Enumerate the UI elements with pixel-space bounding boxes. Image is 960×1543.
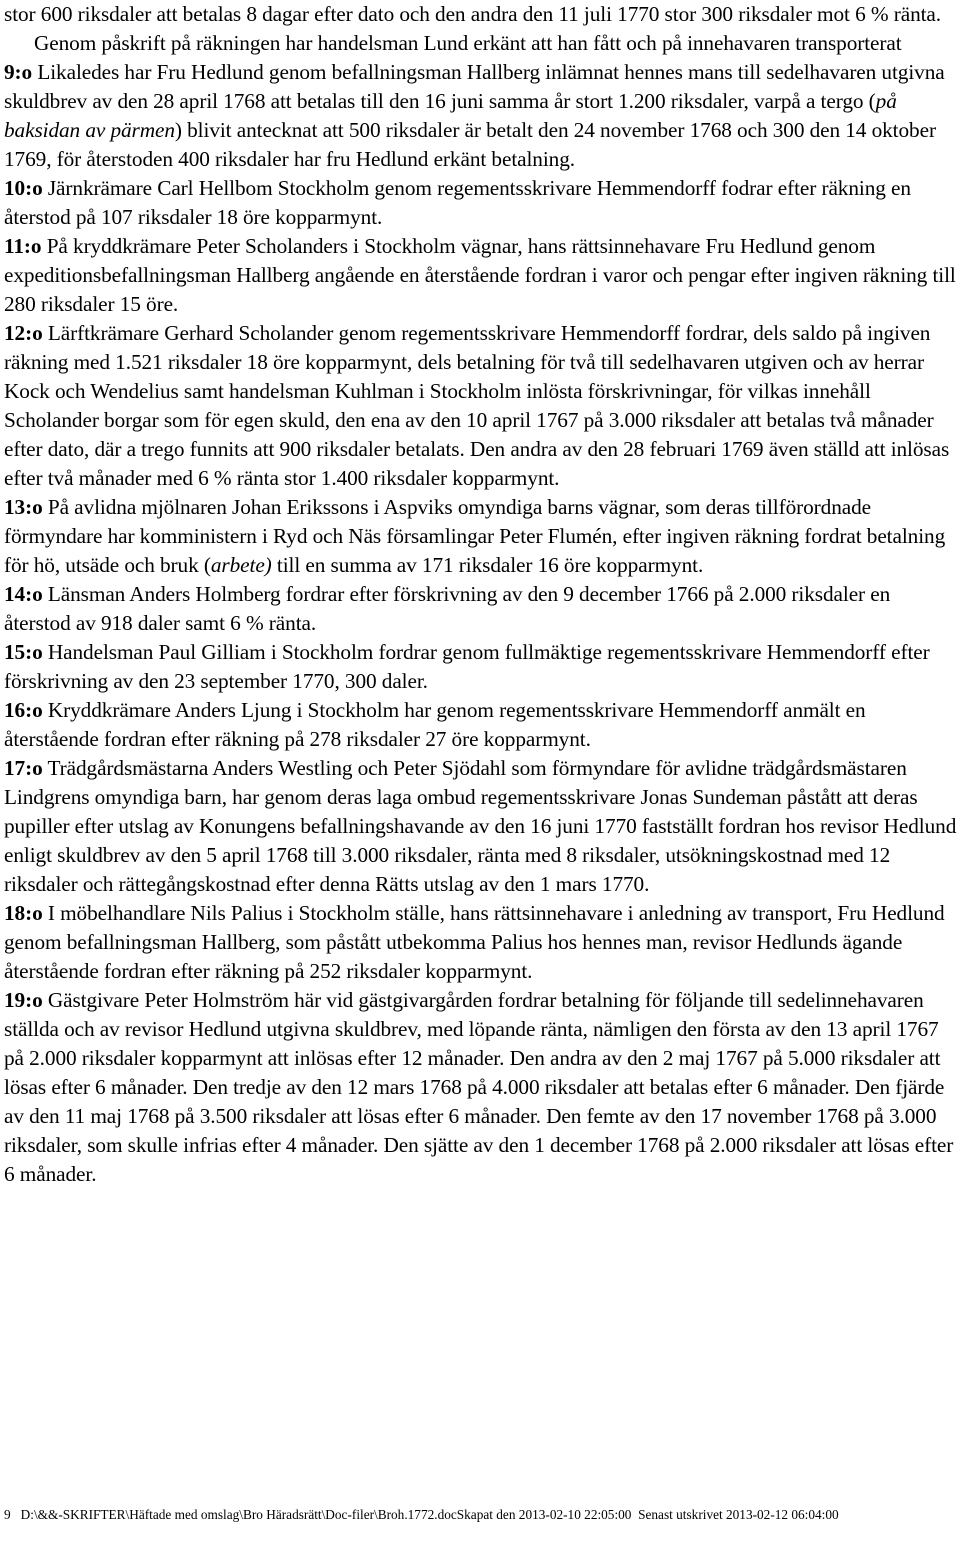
- paragraph-text-cont: ) blivit antecknat att 500 riksdaler är betalt den 24 november 1768 och 300 den 14 oktober 1769, för återstoden 400 riksdaler har fru Hedlund erkänt betalning.: [4, 118, 936, 171]
- document-body: [4, 0, 958, 1189]
- paragraph-text: Kryddkrämare Anders Ljung i Stockholm har genom regementsskrivare Hemmendorff anmält en återstående fordran efter räkning på 278 riksdaler 27 öre kopparmynt.: [4, 698, 866, 751]
- paragraph-text: På kryddkrämare Peter Scholanders i Stockholm vägnar, hans rättsinnehavare Fru Hedlund genom expeditionsbefallningsman Hallberg angående en återstående fordran i varor och pengar efter ingiven räkning till 280 riksdaler 15 öre.: [4, 234, 956, 316]
- paragraph-text: Järnkrämare Carl Hellbom Stockholm genom regementsskrivare Hemmendorff fodrar efter räkning en återstod på 107 riksdaler 18 öre kopparmynt.: [4, 176, 911, 229]
- paragraph-12: [4, 319, 958, 493]
- paragraph-text: Genom påskrift på räkningen har handelsman Lund erkänt att han fått och på innehavaren transporterat: [34, 31, 902, 55]
- paragraph-17: [4, 754, 958, 899]
- paragraph-italic: arbete): [210, 553, 272, 577]
- item-number: 13:o: [4, 495, 43, 519]
- paragraph-text: På avlidna mjölnaren Johan Erikssons i Aspviks omyndiga barns vägnar, som deras tillförordnade förmyndare har komministern i Ryd och Näs församlingar Peter Flumén, efter ingiven räkning fordrat betalning för hö, utsäde och bruk (: [4, 495, 946, 577]
- paragraph-16: [4, 696, 958, 754]
- item-number: 19:o: [4, 988, 43, 1012]
- item-number: 12:o: [4, 321, 43, 345]
- paragraph-text: Lärftkrämare Gerhard Scholander genom regementsskrivare Hemmendorff fordrar, dels saldo på ingiven räkning med 1.521 riksdaler 18 öre kopparmynt, dels betalning för två till sedelhavaren utgiven och av herrar Kock och Wendelius samt handelsman Kuhlman i Stockholm inlösta förskrivningar, för vilkas innehåll Scholander borgar som för egen skuld, den ena av den 10 april 1767 på 3.000 riksdaler att betalas två månader efter dato, där a trego funnits att 900 riksdaler betalats. Den andra av den 28 februari 1769 även ställd att inlösas efter två månader med 6 % ränta stor 1.400 riksdaler kopparmynt.: [4, 321, 950, 490]
- item-number: 15:o: [4, 640, 43, 664]
- item-number: 9:o: [4, 60, 33, 84]
- page-footer: [4, 1505, 954, 1524]
- created-timestamp: Skapat den 2013-02-10 22:05:00: [456, 1507, 632, 1522]
- paragraph-text: Handelsman Paul Gilliam i Stockholm fordrar genom fullmäktige regementsskrivare Hemmendorff efter förskrivning av den 23 september 1770, 300 daler.: [4, 640, 930, 693]
- item-number: 16:o: [4, 698, 43, 722]
- item-number: 17:o: [4, 756, 43, 780]
- paragraph-text: Likaledes har Fru Hedlund genom befallningsman Hallberg inlämnat hennes mans till sedelhavaren utgivna skuldbrev av den 28 april 1768 att betalas till den 16 juni samma år stort 1.200 riksdaler, varpå a tergo (: [4, 60, 945, 113]
- paragraph-14: [4, 580, 958, 638]
- item-number: 18:o: [4, 901, 43, 925]
- item-number: 14:o: [4, 582, 43, 606]
- paragraph-13: [4, 493, 958, 580]
- paragraph-10: [4, 174, 958, 232]
- paragraph-19: [4, 986, 958, 1189]
- paragraph-text: Länsman Anders Holmberg fordrar efter förskrivning av den 9 december 1766 på 2.000 riksdaler en återstod av 918 daler samt 6 % ränta.: [4, 582, 891, 635]
- item-number: 11:o: [4, 234, 42, 258]
- paragraph-18: [4, 899, 958, 986]
- paragraph-9: [4, 58, 958, 174]
- paragraph-text: Gästgivare Peter Holmström här vid gästgivargården fordrar betalning för följande till sedelinnehavaren ställda och av revisor Hedlund utgivna skuldbrev, med löpande ränta, nämligen den första av den 13 april 1767 på 2.000 riksdaler kopparmynt att inlösas efter 12 månader. Den andra av den 2 maj 1767 på 5.000 riksdaler att lösas efter 6 månader. Den tredje av den 12 mars 1768 på 4.000 riksdaler att betalas efter 6 månader. Den fjärde av den 11 maj 1768 på 3.500 riksdaler att lösas efter 6 månader. Den femte av den 17 november 1768 på 3.000 riksdaler, som skulle infrias efter 4 månader. Den sjätte av den 1 december 1768 på 2.000 riksdaler att lösas efter 6 månader.: [4, 988, 954, 1186]
- paragraph-italic: på baksidan av pärmen: [4, 89, 897, 142]
- printed-timestamp: Senast utskrivet 2013-02-12 06:04:00: [638, 1507, 839, 1522]
- item-number: 10:o: [4, 176, 43, 200]
- paragraph-text-cont: till en summa av 171 riksdaler 16 öre kopparmynt.: [271, 553, 704, 577]
- page-number: 9: [4, 1507, 11, 1522]
- paragraph-continuation: [4, 0, 958, 29]
- paragraph-text: I möbelhandlare Nils Palius i Stockholm ställe, hans rättsinnehavare i anledning av transport, Fru Hedlund genom befallningsman Hallberg, som påstått utbekomma Palius hos hennes man, revisor Hedlunds ägande återstående fordran efter räkning på 252 riksdaler kopparmynt.: [4, 901, 945, 983]
- paragraph-lund: [4, 29, 958, 58]
- file-path: D:\&&-SKRIFTER\Häftade med omslag\Bro Häradsrätt\Doc-filer\Broh.1772.doc: [20, 1507, 457, 1522]
- paragraph-15: [4, 638, 958, 696]
- paragraph-text: Trädgårdsmästarna Anders Westling och Peter Sjödahl som förmyndare för avlidne trädgårdsmästaren Lindgrens omyndiga barn, har genom deras laga ombud regementsskrivare Jonas Sundeman påstått att deras pupiller efter utslag av Konungens befallningshavande av den 16 juni 1770 fastställt fordran hos revisor Hedlund enligt skuldbrev av den 5 april 1768 till 3.000 riksdaler, ränta med 8 riksdaler, utsökningskostnad med 12 riksdaler och rättegångskostnad efter denna Rätts utslag av den 1 mars 1770.: [4, 756, 957, 896]
- paragraph-text: stor 600 riksdaler att betalas 8 dagar efter dato och den andra den 11 juli 1770 stor 300 riksdaler mot 6 % ränta.: [4, 2, 942, 26]
- paragraph-11: [4, 232, 958, 319]
